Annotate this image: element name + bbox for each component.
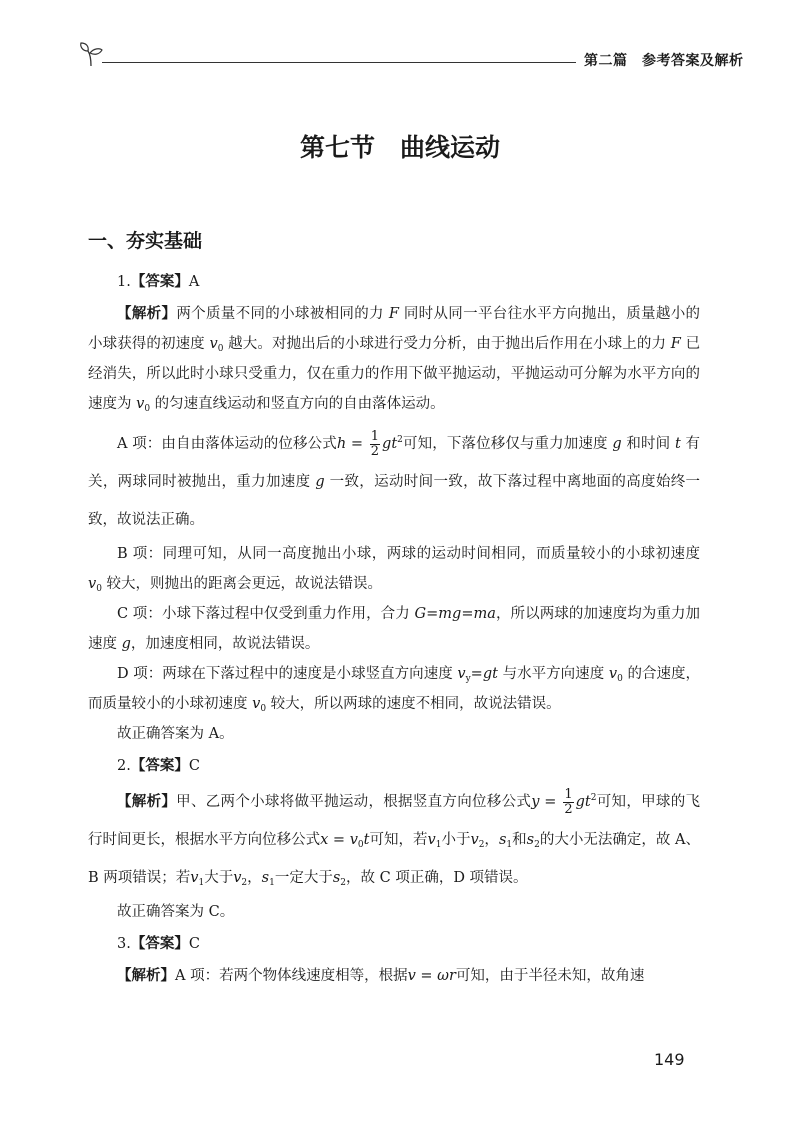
q2-analysis: 【解析】甲、乙两个小球将做平抛运动，根据竖直方向位移公式y = $\frac{1}{2}$ $gt^2$可知，甲球的飞行时间更长，根据水平方向位移公式$x = v_0t$可知，若$v_1$小于$v_2$，$s_1$和$s_2$的大小无法确定，故 A、B 两项错误；若$v_1$大于$v_2$，$s_1$一定大于$s_2$，故 C 项正确，D 项错误。 [88,786,701,888]
q1-answer-line: 1.【答案】A [117,274,200,290]
page-title: 第七节 曲线运动 [299,133,500,162]
q1-option-a: A 项：由自由落体运动的位移公式h = $\frac{1}{2}$ $gt^2$可知，下落位移仅与重力加速度 g 和时间 t 有关，两球同时被抛出，重力加速度 g 一致，运动时间一致，故下落过程中离地面的高度始终一致，故说法正确。 [88,428,701,528]
section-heading: 一、夯实基础 [88,230,203,252]
q2-conclusion: 故正确答案为 C。 [117,904,235,920]
q1-option-c: C 项：小球下落过程中仅受到重力作用，合力 G=mg=ma，所以两球的加速度均为重力加速度 g，加速度相同，故说法错误。 [88,606,701,652]
fraction-half: $\frac{1}{2}$ [564,786,573,817]
q1-conclusion: 故正确答案为 A。 [117,726,234,742]
body-content [88,265,700,991]
q1-option-b: B 项：同理可知，从同一高度抛出小球，两球的运动时间相同，而质量较小的小球初速度 $v_0$ 较大，则抛出的距离会更远，故说法错误。 [88,546,700,594]
header-text: 第二篇 参考答案及解析 [584,53,744,69]
page-number: 149 [654,1050,685,1069]
fraction-half: $\frac{1}{2}$ [370,428,380,459]
q1-option-d: D 项：两球在下落过程中的速度是小球竖直方向速度 $v_y=gt$ 与水平方向速度 $v_0$ 的合速度，而质量较小的小球初速度 $v_0$ 较大，所以两球的速度不相同，故说法错误。 [88,666,701,714]
q3-analysis: 【解析】A 项：若两个物体线速度相等，根据v = ωr可知，由于半径未知，故角速 [117,968,645,984]
q3-answer-line: 3.【答案】C [117,936,200,952]
header-rule [102,62,576,63]
running-header [78,40,744,70]
sprout-icon [78,40,104,68]
q1-analysis: 【解析】两个质量不同的小球被相同的力 F 同时从同一平台往水平方向抛出，质量越小的小球获得的初速度 $v_0$ 越大。对抛出后的小球进行受力分析，由于抛出后作用在小球上的力 F 已经消失，所以此时小球只受重力，仅在重力的作用下做平抛运动，平抛运动可分解为水平方向的速度为 $v_0$ 的匀速直线运动和竖直方向的自由落体运动。 [88,306,701,414]
q2-answer-line: 2.【答案】C [117,758,200,774]
